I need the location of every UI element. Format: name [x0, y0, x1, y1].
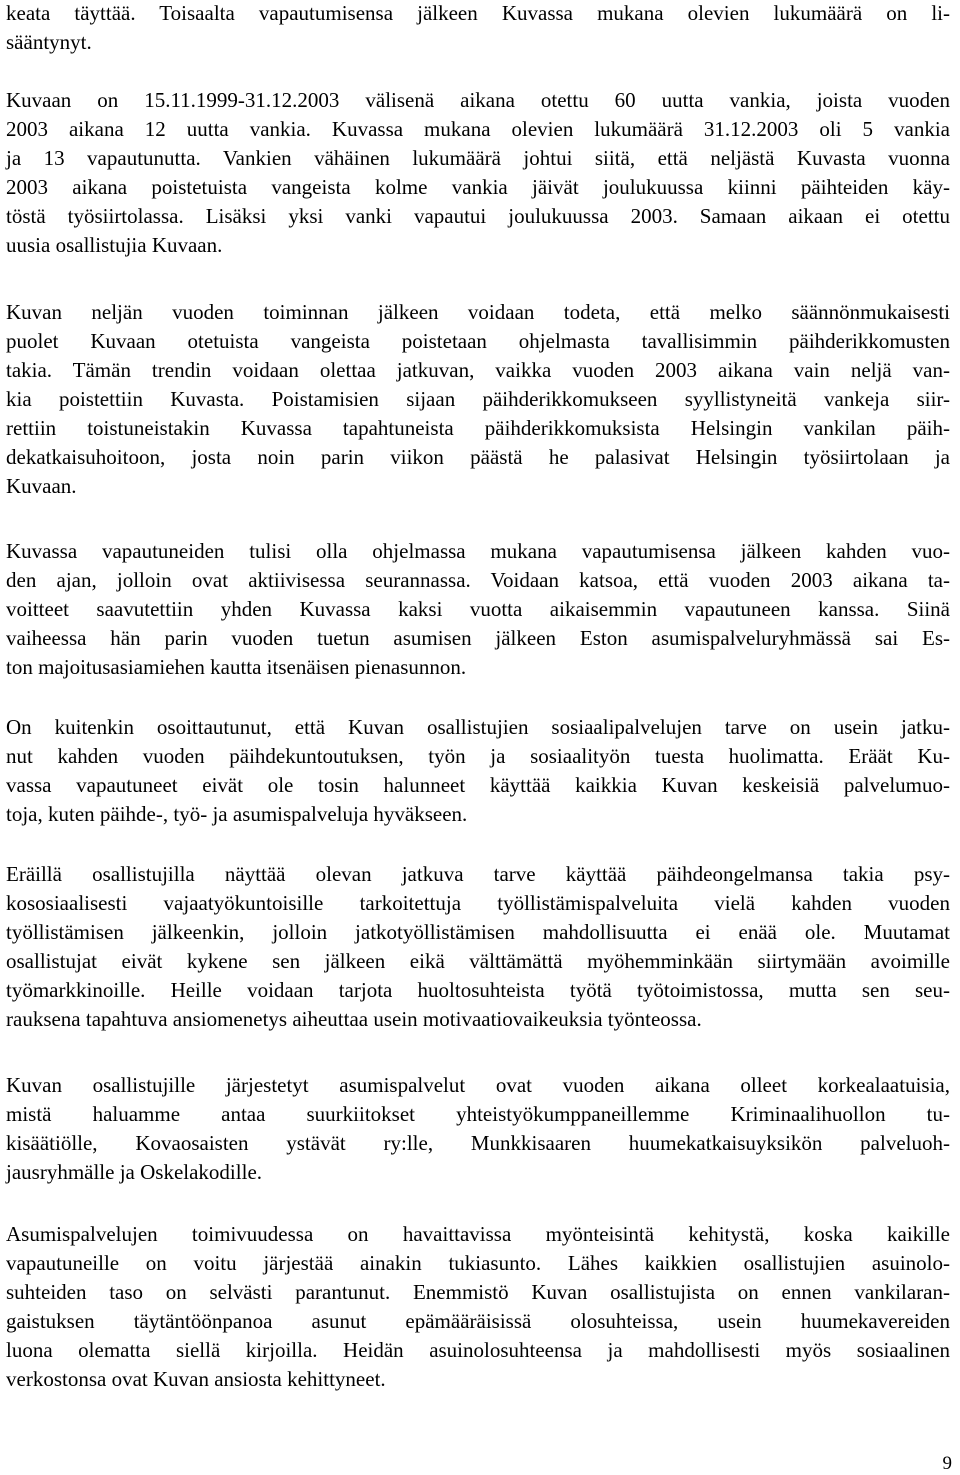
text-line: verkostonsa ovat Kuvan ansiosta kehittyneet. [6, 1367, 386, 1391]
page-number: 9 [942, 1453, 952, 1474]
text-line: keata täyttää. Toisaalta vapautumisensa jälkeen Kuvassa mukana olevien lukumäärä on li- [6, 1, 950, 25]
text-line: voitteet saavutettiin yhden Kuvassa kaksi vuotta aikaisemmin vapautuneen kanssa. Siinä [6, 597, 950, 621]
text-line: uusia osallistujia Kuvaan. [6, 233, 223, 257]
text-line: puolet Kuvaan otetuista vangeista poistetaan ohjelmasta tavallisimmin päihderikkomusten [6, 329, 950, 353]
text-line: vaiheessa hän parin vuoden tuetun asumisen jälkeen Eston asumispalveluryhmässä sai Es- [6, 626, 950, 650]
text-line: toja, kuten päihde-, työ- ja asumispalveluja hyväkseen. [6, 802, 468, 826]
paragraph-6 [6, 860, 950, 1034]
text-line: sääntynyt. [6, 30, 92, 54]
text-line: 2003 aikana poistetuista vangeista kolme vankia jäivät joulukuussa kiinni päihteiden käy- [6, 175, 950, 199]
text-line: takia. Tämän trendin voidaan olettaa jatkuvan, vaikka vuoden 2003 aikana vain neljä van- [6, 358, 950, 382]
paragraph-3 [6, 298, 950, 501]
text-line: vapautuneille on voitu järjestää ainakin tukiasunto. Lähes kaikkien osallistujien asuinolo- [6, 1251, 950, 1275]
text-line: 2003 aikana 12 uutta vankia. Kuvassa mukana olevien lukumäärä 31.12.2003 oli 5 vankia [6, 117, 950, 141]
text-line: mistä haluamme antaa suurkiitokset yhteistyökumppaneillemme Kriminaalihuollon tu- [6, 1102, 950, 1126]
text-line: gaistuksen täytäntöönpanoa asunut epämääräisissä olosuhteissa, usein huumekavereiden [6, 1309, 950, 1333]
text-line: kia poistettiin Kuvasta. Poistamisien sijaan päihderikkomukseen syyllistyneitä vankeja siir- [6, 387, 950, 411]
text-line: vassa vapautuneet eivät ole tosin halunneet käyttää kaikkia Kuvan keskeisiä palvelumuo- [6, 773, 950, 797]
text-line: Kuvaan on 15.11.1999-31.12.2003 välisenä aikana otettu 60 uutta vankia, joista vuoden [6, 88, 950, 112]
paragraph-1 [6, 0, 950, 57]
text-line: jausryhmälle ja Oskelakodille. [6, 1160, 263, 1184]
text-line: luona olematta siellä kirjoilla. Heidän asuinolosuhteensa ja mahdollisesti myös sosiaalinen [6, 1338, 950, 1362]
paragraph-2 [6, 86, 950, 260]
text-line: rettiin toistuneistakin Kuvassa tapahtuneista päihderikkomuksista Helsingin vankilan päih- [6, 416, 950, 440]
paragraph-8 [6, 1220, 950, 1394]
text-line: työmarkkinoille. Heille voidaan tarjota huoltosuhteista työtä työtoimistossa, mutta sen seu- [6, 978, 950, 1002]
text-line: dekatkaisuhoitoon, josta noin parin viikon päästä he palasivat Helsingin työsiirtolaan ja [6, 445, 950, 469]
text-line: nut kahden vuoden päihdekuntoutuksen, työn ja sosiaalityön tuesta huolimatta. Eräät Ku- [6, 744, 950, 768]
text-line: rauksena tapahtuva ansiomenetys aiheuttaa usein motivaatiovaikeuksia työnteossa. [6, 1007, 702, 1031]
text-line: ton majoitusasiamiehen kautta itsenäisen pienasunnon. [6, 655, 467, 679]
text-line: ja 13 vapautunutta. Vankien vähäinen lukumäärä johtui siitä, että neljästä Kuvasta vuonna [6, 146, 950, 170]
text-line: Kuvaan. [6, 474, 77, 498]
text-line: On kuitenkin osoittautunut, että Kuvan osallistujien sosiaalipalvelujen tarve on usein jatku- [6, 715, 950, 739]
text-line: Kuvan osallistujille järjestetyt asumispalvelut ovat vuoden aikana olleet korkealaatuisia, [6, 1073, 950, 1097]
text-line: työllistämisen jälkeenkin, jolloin jatkotyöllistämisen mahdollisuutta ei enää ole. Muutamat [6, 920, 950, 944]
text-line: Kuvan neljän vuoden toiminnan jälkeen voidaan todeta, että melko säännönmukaisesti [6, 300, 950, 324]
paragraph-7 [6, 1071, 950, 1187]
text-line: osallistujat eivät kykene sen jälkeen eikä välttämättä myöhemminkään siirtymään avoimille [6, 949, 950, 973]
text-line: Kuvassa vapautuneiden tulisi olla ohjelmassa mukana vapautumisensa jälkeen kahden vuo- [6, 539, 950, 563]
text-line: suhteiden taso on selvästi parantunut. Enemmistö Kuvan osallistujista on ennen vankilaran- [6, 1280, 950, 1304]
text-line: kososiaalisesti vajaatyökuntoisille tarkoitettuja työllistämispalveluita vielä kahden vuoden [6, 891, 950, 915]
text-line: den ajan, jolloin ovat aktiivisessa seurannassa. Voidaan katsoa, että vuoden 2003 aikana ta- [6, 568, 950, 592]
text-line: Asumispalvelujen toimivuudessa on havaittavissa myönteisintä kehitystä, koska kaikille [6, 1222, 950, 1246]
text-line: Eräillä osallistujilla näyttää olevan jatkuva tarve käyttää päihdeongelmansa takia psy- [6, 862, 950, 886]
text-line: kisäätiölle, Kovaosaisten ystävät ry:lle, Munkkisaaren huumekatkaisuyksikön palveluoh- [6, 1131, 950, 1155]
text-line: töstä työsiirtolassa. Lisäksi yksi vanki vapautui joulukuussa 2003. Samaan aikaan ei otettu [6, 204, 950, 228]
paragraph-4 [6, 537, 950, 682]
paragraph-5 [6, 713, 950, 829]
